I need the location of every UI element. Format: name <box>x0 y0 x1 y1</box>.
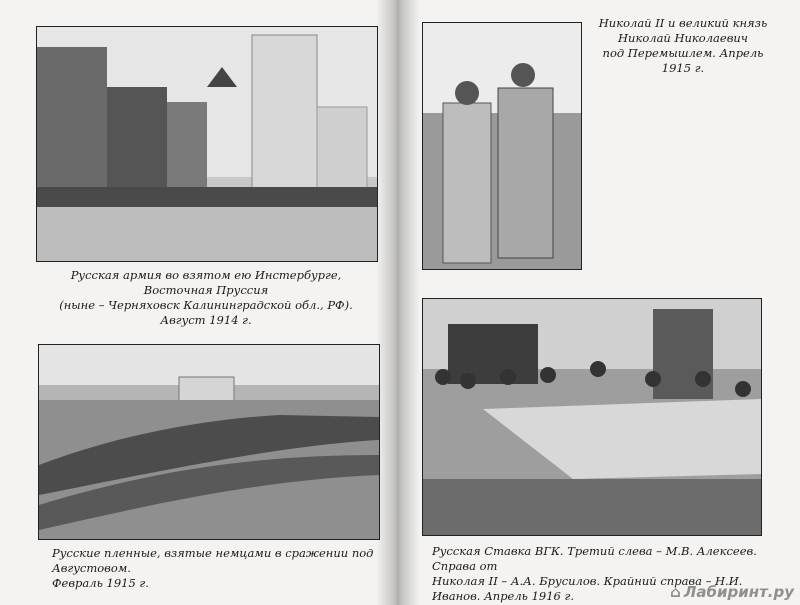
labirint-logo-icon: ⌂ <box>670 583 681 601</box>
photo-prisoners-augustow <box>38 344 380 540</box>
caption-insterburg <box>36 268 376 328</box>
watermark-text: Лабиринт <box>683 583 768 601</box>
photo-tsar-przemysl <box>422 22 582 270</box>
caption-prisoners-line2: Февраль 1915 г. <box>52 576 149 590</box>
watermark-domain: .ру <box>767 583 794 601</box>
caption-prisoners-line1: Русские пленные, взятые немцами в сражении под Августовом. <box>52 546 374 575</box>
caption-insterburg-line3: Август 1914 г. <box>160 313 252 327</box>
photo-stavka <box>422 298 762 536</box>
book-gutter-shadow <box>376 0 420 605</box>
caption-prisoners <box>52 546 382 591</box>
caption-tsar-line3: под Перемышлем. Апрель 1915 г. <box>602 46 764 75</box>
caption-tsar-line2: Николай Николаевич <box>618 31 748 45</box>
photo-insterburg <box>36 26 378 262</box>
caption-insterburg-line2: (ныне – Черняховск Калининградской обл., РФ). <box>59 298 353 312</box>
labirint-watermark <box>670 583 794 601</box>
caption-stavka-line1: Русская Ставка ВГК. Третий слева – М.В. Алексеев. Справа от <box>432 544 757 573</box>
caption-insterburg-line1: Русская армия во взятом ею Инстербурге, Восточная Пруссия <box>70 268 342 297</box>
caption-tsar-przemysl <box>588 16 778 76</box>
caption-tsar-line1: Николай II и великий князь <box>598 16 768 30</box>
caption-stavka-line2: Николая II – А.А. Брусилов. Крайний справа – Н.И. Иванов. Апрель 1916 г. <box>432 574 743 603</box>
